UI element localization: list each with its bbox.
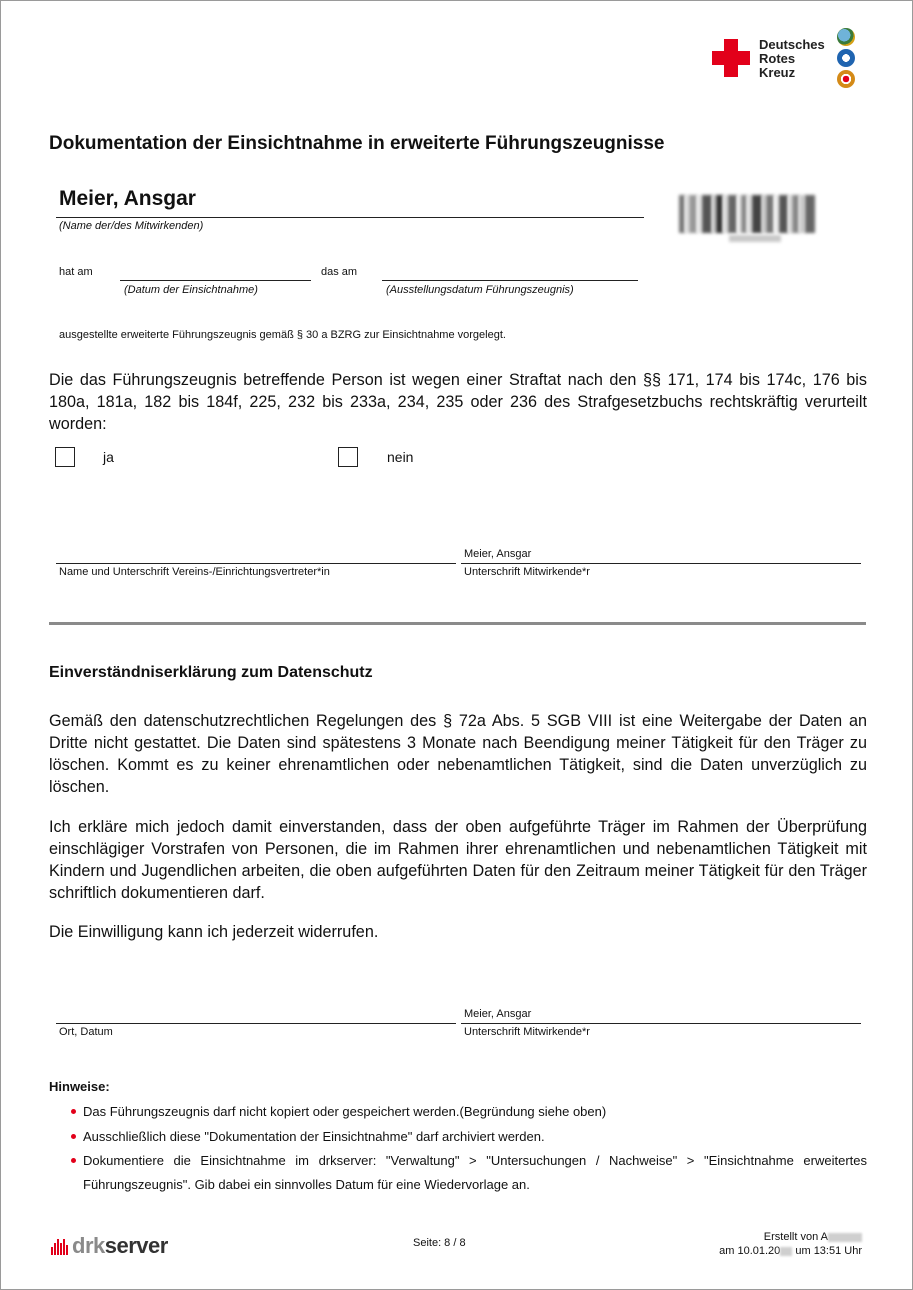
privacy-heading: Einverständniserklärung zum Datenschutz <box>49 664 373 681</box>
created-info: Erstellt von A am 10.01.20 um 13:51 Uhr <box>719 1231 862 1257</box>
issue-date-line <box>382 280 638 281</box>
participant-signature-line-2 <box>461 1023 861 1024</box>
water-rescue-badge-icon <box>837 49 855 67</box>
hat-am-label: hat am <box>59 266 93 278</box>
drk-logo-text: Deutsches Rotes Kreuz <box>759 37 825 80</box>
globe-badge-icon <box>837 28 855 46</box>
checkbox-no[interactable] <box>338 447 358 467</box>
document-title: Dokumentation der Einsichtnahme in erweiterte Führungszeugnisse <box>49 133 665 154</box>
red-cross-logo-icon <box>712 39 750 77</box>
name-line <box>56 217 644 218</box>
hints-heading: Hinweise: <box>49 1079 110 1094</box>
privacy-paragraph-2: Ich erkläre mich jedoch damit einverstanden, dass der oben aufgeführte Träger im Rahmen der Überprüfung einschlägiger Vorstrafen von Personen, die im Rahmen ihrer ehrenamtlichen und nebenamtlichen Tätigkeit mit Kindern und Jugendlichen arbeiten, die oben aufgeführten Daten für den Zeitraum meiner Tätigkeit für den Träger schriftlich dokumentieren darf. <box>49 818 867 902</box>
label-no: nein <box>387 449 414 465</box>
participant-signature-name: Meier, Ansgar <box>464 548 532 560</box>
page-number: Seite: 8 / 8 <box>413 1237 466 1249</box>
inspection-date-line <box>120 280 311 281</box>
privacy-paragraph-1: Gemäß den datenschutzrechtlichen Regelungen des § 72a Abs. 5 SGB VIII ist eine Weitergabe der Daten an Dritte nicht gestattet. Die Daten sind spätestens 3 Monate nach Beendigung meiner Tätigkeit für den Träger zu löschen. Kommt es zu keiner ehrenamtlichen oder nebenamtlichen Tätigkeit, sind die Daten unverzüglich zu löschen. <box>49 712 867 796</box>
conviction-question: Die das Führungszeugnis betreffende Person ist wegen einer Straftat nach den §§ 171, 174 bis 174c, 176 bis 180a, 181a, 182 bis 184f, 225, 232 bis 233a, 234, 235 oder 236 des Strafgesetzbuchs rechtskräftig verurteilt worden: <box>49 371 867 433</box>
hint-item: Das Führungszeugnis darf nicht kopiert oder gespeichert werden.(Begründung siehe oben) <box>71 1100 867 1124</box>
inspection-date-caption: (Datum der Einsichtnahme) <box>124 284 258 296</box>
bullet-icon <box>71 1134 76 1139</box>
name-caption: (Name der/des Mitwirkenden) <box>59 220 204 232</box>
hint-item: Ausschließlich diese "Dokumentation der Einsichtnahme" darf archiviert werden. <box>71 1125 867 1149</box>
bullet-icon <box>71 1109 76 1114</box>
redacted-author <box>828 1233 862 1242</box>
das-am-label: das am <box>321 266 358 278</box>
barcode-number-redacted <box>729 235 781 242</box>
place-date-caption: Ort, Datum <box>59 1026 113 1038</box>
drk-badges <box>837 28 859 91</box>
privacy-paragraph-3: Die Einwilligung kann ich jederzeit widerrufen. <box>49 923 379 941</box>
section-separator <box>49 622 866 625</box>
checkbox-yes[interactable] <box>55 447 75 467</box>
participant-signature-name-2: Meier, Ansgar <box>464 1008 532 1020</box>
barcode-redacted <box>679 195 829 233</box>
participant-signature-line <box>461 563 861 564</box>
place-date-line <box>56 1023 456 1024</box>
representative-signature-line <box>56 563 456 564</box>
redacted-year <box>780 1247 792 1256</box>
participant-signature-caption: Unterschrift Mitwirkende*r <box>464 566 590 578</box>
presented-statement: ausgestellte erweiterte Führungszeugnis gemäß § 30 a BZRG zur Einsichtnahme vorgelegt. <box>59 329 506 341</box>
label-yes: ja <box>103 449 114 465</box>
mountain-rescue-badge-icon <box>837 70 855 88</box>
issue-date-caption: (Ausstellungsdatum Führungszeugnis) <box>386 284 574 296</box>
signal-bars-icon <box>51 1235 69 1261</box>
bullet-icon <box>71 1158 76 1163</box>
participant-name: Meier, Ansgar <box>59 187 196 210</box>
drkserver-logo: drkserver <box>51 1233 168 1261</box>
representative-signature-caption: Name und Unterschrift Vereins-/Einrichtungsvertreter*in <box>59 566 330 578</box>
participant-signature-caption-2: Unterschrift Mitwirkende*r <box>464 1026 590 1038</box>
hint-item: Dokumentiere die Einsichtnahme im drkserver: "Verwaltung" > "Untersuchungen / Nachweise" > "Einsichtnahme erweitertes Führungszeugnis". Gib dabei ein sinnvolles Datum für eine Wiedervorlage an. <box>71 1149 867 1197</box>
